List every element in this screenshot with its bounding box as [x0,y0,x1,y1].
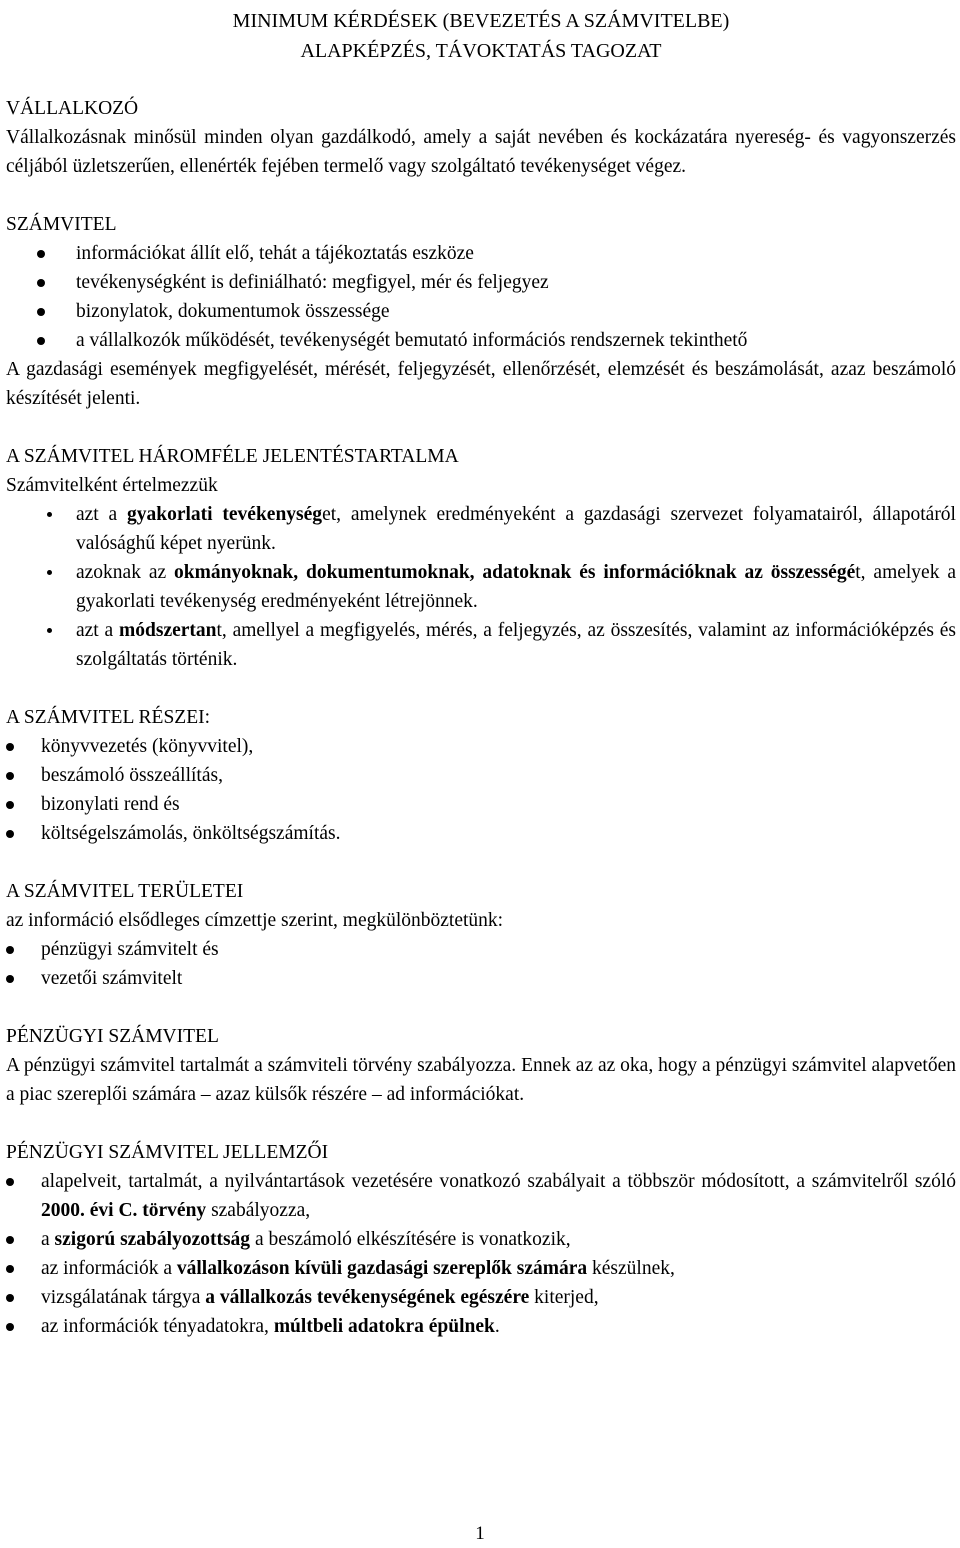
bullet-icon [6,743,14,751]
list-item: költségelszámolás, önköltségszámítás. [6,819,956,848]
list-item: azt a gyakorlati tevékenységet, amelynek eredményeként a gazdasági szervezet folyamatairól, állapotáról valósághű képet nyerünk. [6,500,956,558]
bullet-icon [6,772,14,780]
list-item: könyvvezetés (könyvvitel), [6,732,956,761]
bullet-icon [6,801,14,809]
bullet-icon [47,512,52,517]
bullet-icon [6,1178,14,1186]
bullet-icon [6,1323,14,1331]
list-item: pénzügyi számvitelt és [6,935,956,964]
paragraph-penzugyi: A pénzügyi számvitel tartalmát a számviteli törvény szabályozza. Ennek az az oka, hogy a pénzügyi számvitel alapvetően a piac szereplői számára – azaz külsők részére – ad információkat. [6,1055,956,1105]
teruletei-intro: az információ elsődleges címzettje szerint, megkülönböztetünk: [6,910,504,931]
list-item: vezetői számvitelt [6,964,956,993]
list-item: azoknak az okmányoknak, dokumentumoknak, adatoknak és információknak az összességét, amelyek a gyakorlati tevékenység eredményeként létrejönnek. [6,558,956,616]
list-item: bizonylatok, dokumentumok összessége [6,297,956,326]
heading-teruletei: A SZÁMVITEL TERÜLETEI [6,881,244,902]
paragraph-vallalkozo: Vállalkozásnak minősül minden olyan gazdálkodó, amely a saját nevében és kockázatára nyereség- és vagyonszerzés céljából üzletszerűen, ellenérték fejében termelő vagy szolgáltató tevékenységet végez. [6,127,956,177]
bullet-icon [37,279,45,287]
heading-haromfele: A SZÁMVITEL HÁROMFÉLE JELENTÉSTARTALMA [6,446,459,467]
page-number: 1 [475,1523,485,1544]
teruletei-list [6,935,956,993]
list-item: a vállalkozók működését, tevékenységét bemutató információs rendszernek tekinthető [6,326,956,355]
bullet-icon [6,1294,14,1302]
bullet-icon [6,830,14,838]
bullet-icon [37,250,45,258]
list-item: az információk a vállalkozáson kívüli gazdasági szereplők számára készülnek, [6,1254,956,1283]
document-page [6,0,956,1341]
list-item: tevékenységként is definiálható: megfigyel, mér és feljegyez [6,268,956,297]
list-item: vizsgálatának tárgya a vállalkozás tevékenységének egészére kiterjed, [6,1283,956,1312]
heading-penzugyi: PÉNZÜGYI SZÁMVITEL [6,1026,219,1047]
heading-szamvitel: SZÁMVITEL [6,214,117,235]
list-item: információkat állít elő, tehát a tájékoztatás eszköze [6,239,956,268]
bullet-icon [37,308,45,316]
list-item: bizonylati rend és [6,790,956,819]
list-item: azt a módszertant, amellyel a megfigyelés, mérés, a feljegyzés, az összesítés, valamint az információképzés és szolgáltatás történik. [6,616,956,674]
bullet-icon [6,946,14,954]
title-line-2: ALAPKÉPZÉS, TÁVOKTATÁS TAGOZAT [300,40,662,62]
document-title [6,6,956,66]
haromfele-list [6,500,956,674]
reszei-list [6,732,956,848]
list-item: beszámoló összeállítás, [6,761,956,790]
bullet-icon [6,975,14,983]
paragraph-szamvitel: A gazdasági események megfigyelését, mérését, feljegyzését, ellenőrzését, elemzését és beszámolását, azaz beszámoló készítését jelenti. [6,359,956,409]
jellemzoi-list [6,1167,956,1341]
title-line-1: MINIMUM KÉRDÉSEK (BEVEZETÉS A SZÁMVITELBE) [232,10,730,32]
bullet-icon [6,1236,14,1244]
bullet-icon [47,570,52,575]
heading-vallalkozo: VÁLLALKOZÓ [6,98,139,119]
haromfele-intro: Számvitelként értelmezzük [6,475,218,496]
list-item: alapelveit, tartalmát, a nyilvántartások vezetésére vonatkozó szabályait a többször módosított, a számvitelről szóló 2000. évi C. törvény szabályozza, [6,1167,956,1225]
heading-reszei: A SZÁMVITEL RÉSZEI: [6,707,211,728]
heading-jellemzoi: PÉNZÜGYI SZÁMVITEL JELLEMZŐI [6,1142,329,1163]
list-item: az információk tényadatokra, múltbeli adatokra épülnek. [6,1312,956,1341]
bullet-icon [6,1265,14,1273]
szamvitel-list [6,239,956,355]
bullet-icon [47,628,52,633]
bullet-icon [37,337,45,345]
list-item: a szigorú szabályozottság a beszámoló elkészítésére is vonatkozik, [6,1225,956,1254]
